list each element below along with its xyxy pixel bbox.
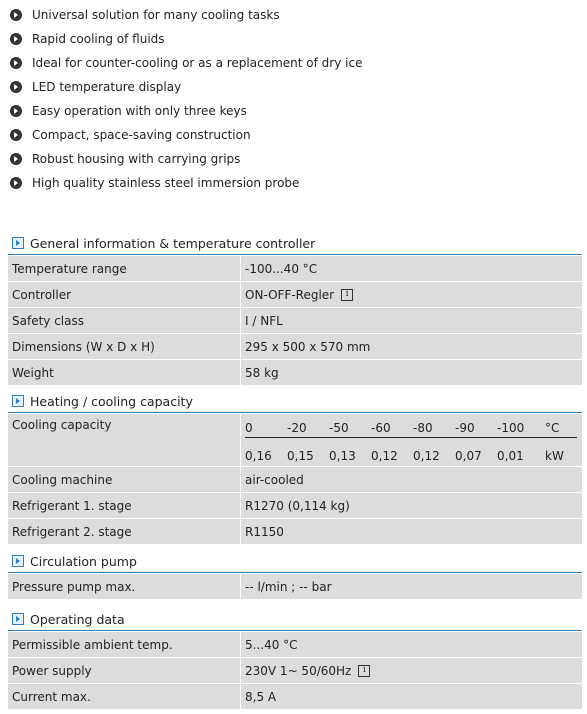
cooling-capacity-table [245,414,577,463]
row-value: 8,5 A [245,689,277,704]
section-header[interactable] [8,608,582,631]
table-row [8,334,582,360]
temp-cell: -100 [497,414,545,438]
row-label: Permissible ambient temp. [8,632,241,657]
section-title: Heating / cooling capacity [30,393,193,409]
list-item [10,3,580,27]
power-cell: 0,16 [245,449,272,463]
table-row [8,282,582,308]
operating-section [8,608,582,710]
list-item [10,27,580,51]
arrow-bullet-icon [10,105,22,117]
row-value: I / NFL [245,313,283,328]
feature-text: High quality stainless steel immersion probe [32,176,300,190]
list-item [10,123,580,147]
section-header[interactable] [8,232,582,255]
row-label: Weight [8,360,241,385]
row-value: air-cooled [245,472,304,487]
section-arrow-icon [12,555,24,567]
table-row [8,256,582,282]
arrow-bullet-icon [10,153,22,165]
row-label: Current max. [8,684,241,709]
arrow-bullet-icon [10,33,22,45]
info-icon[interactable]: i [358,665,370,677]
temp-cell: -50 [329,414,371,438]
table-row [8,360,582,386]
feature-text: Ideal for counter-cooling or as a replacement of dry ice [32,56,363,70]
capacity-section [8,390,582,545]
row-value: R1270 (0,114 kg) [245,498,350,513]
temp-unit: °C [545,414,577,438]
table-row [8,519,582,545]
table-row [8,574,582,600]
power-cell: 0,15 [287,449,314,463]
table-row [8,658,582,684]
row-value: 230V 1~ 50/60Hz [245,663,352,678]
row-value: 5...40 °C [245,637,298,652]
power-cell: 0,13 [329,449,356,463]
feature-text: Robust housing with carrying grips [32,152,241,166]
section-title: General information & temperature controller [30,235,316,251]
info-icon[interactable]: i [341,289,353,301]
list-item [10,51,580,75]
section-arrow-icon [12,395,24,407]
feature-text: Easy operation with only three keys [32,104,247,118]
temp-cell: -60 [371,414,413,438]
cooling-capacity-cell [241,414,582,466]
temp-cell: 0 [245,414,287,438]
row-label: Temperature range [8,256,241,281]
power-cell: 0,12 [371,449,398,463]
temp-cell: -80 [413,414,455,438]
row-label: Controller [8,282,241,307]
arrow-bullet-icon [10,81,22,93]
feature-text: Universal solution for many cooling tasks [32,8,280,22]
row-label: Refrigerant 1. stage [8,493,241,518]
row-value: -100...40 °C [245,261,318,276]
power-unit: kW [545,449,564,463]
row-label: Safety class [8,308,241,333]
power-cell: 0,12 [413,449,440,463]
section-title: Circulation pump [30,553,137,569]
row-label: Cooling capacity [8,414,241,466]
list-item [10,75,580,99]
arrow-bullet-icon [10,177,22,189]
list-item [10,171,580,195]
row-value: 295 x 500 x 570 mm [245,339,371,354]
arrow-bullet-icon [10,129,22,141]
feature-text: Rapid cooling of fluids [32,32,165,46]
feature-text: Compact, space-saving construction [32,128,251,142]
row-value-cell [241,658,582,683]
arrow-bullet-icon [10,57,22,69]
section-header[interactable] [8,550,582,573]
row-label: Power supply [8,658,241,683]
row-value: R1150 [245,524,284,539]
table-row [8,467,582,493]
temp-cell: -20 [287,414,329,438]
table-row [8,414,582,467]
row-label: Dimensions (W x D x H) [8,334,241,359]
power-cell: 0,07 [455,449,482,463]
section-header[interactable] [8,390,582,413]
feature-list [10,3,580,195]
table-row [8,632,582,658]
row-value: 58 kg [245,365,279,380]
table-row [8,684,582,710]
list-item [10,99,580,123]
table-row [8,493,582,519]
row-label: Refrigerant 2. stage [8,519,241,544]
feature-text: LED temperature display [32,80,182,94]
section-arrow-icon [12,613,24,625]
row-label: Pressure pump max. [8,574,241,599]
general-section [8,232,582,386]
temp-cell: -90 [455,414,497,438]
row-label: Cooling machine [8,467,241,492]
pump-section [8,550,582,600]
list-item [10,147,580,171]
row-value-cell [241,282,582,307]
arrow-bullet-icon [10,9,22,21]
table-row [8,308,582,334]
row-value: ON-OFF-Regler [245,287,335,302]
row-value: -- l/min ; -- bar [245,579,332,594]
section-arrow-icon [12,237,24,249]
power-cell: 0,01 [497,449,524,463]
section-title: Operating data [30,611,125,627]
